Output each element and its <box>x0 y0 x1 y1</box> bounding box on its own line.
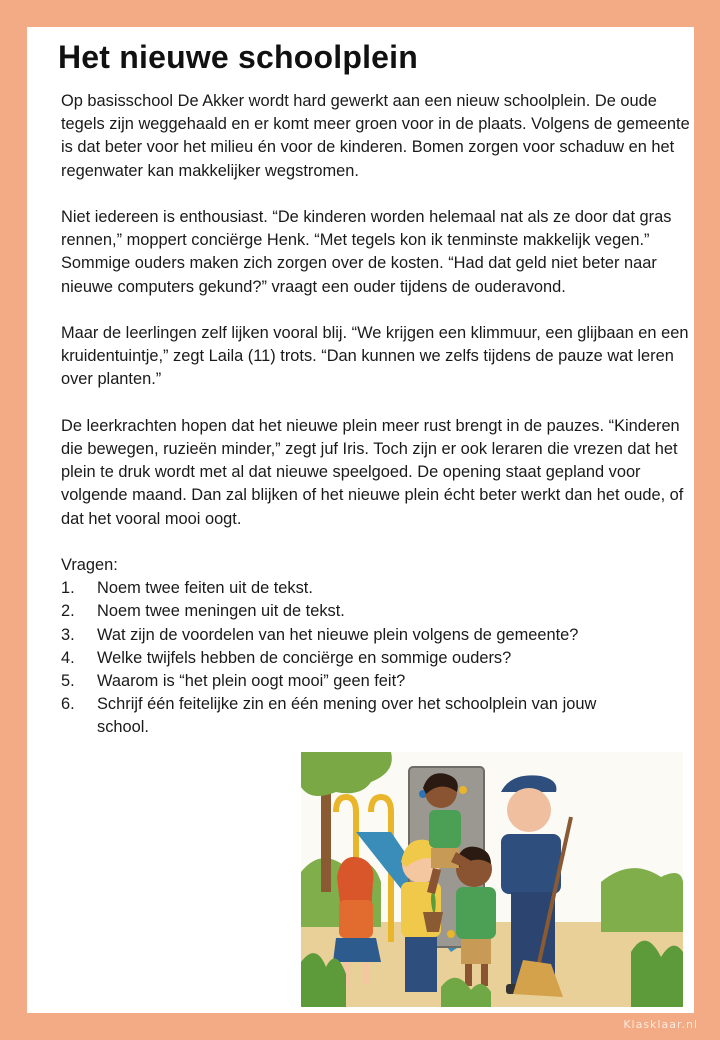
question-text: Noem twee meningen uit de tekst. <box>97 602 345 621</box>
question-number: 2. <box>61 602 75 621</box>
schoolyard-illustration <box>301 752 683 1007</box>
question-item <box>61 670 691 693</box>
page-title: Het nieuwe schoolplein <box>58 39 419 75</box>
paragraph: Op basisschool De Akker wordt hard gewerkt aan een nieuw schoolplein. De oude tegels zijn weggehaald en er komt meer groen voor in de plaats. Volgens de gemeente is dat beter voor het milieu én voor de kinderen. Bomen zorgen voor schaduw en het regenwater kan makkelijker wegstromen. <box>61 92 690 180</box>
question-number: 1. <box>61 579 75 598</box>
questions-heading: Vragen: <box>61 556 118 574</box>
question-item <box>61 600 691 623</box>
bush-right <box>601 868 683 932</box>
paragraph: Niet iedereen is enthousiast. “De kinderen worden helemaal nat als ze door dat gras rennen,” moppert conciërge Henk. “Met tegels kon ik tenminste makkelijk vegen.” Sommige ouders maken zich zorgen over de kosten. “Had dat geld niet beter naar nieuwe computers gekund?” vraagt een ouder tijdens de ouderavond. <box>61 208 672 296</box>
foreground-plant <box>631 941 683 1007</box>
article-body <box>61 90 691 740</box>
question-number: 6. <box>61 695 75 714</box>
climbing-hold <box>459 786 467 794</box>
question-number: 3. <box>61 625 75 644</box>
paragraph: Maar de leerlingen zelf lijken vooral blij. “We krijgen een klimmuur, een glijbaan en een kruidentuintje,” zegt Laila (11) trots. “Dan kunnen we zelfs tijdens de pauze wat leren over planten.” <box>61 324 689 389</box>
tree-trunk <box>321 792 331 892</box>
question-number: 5. <box>61 672 75 691</box>
questions-list <box>61 577 691 739</box>
paragraph: De leerkrachten hopen dat het nieuwe plein meer rust brengt in de pauzes. “Kinderen die bewegen, ruzieën minder,” zegt juf Iris. Toch zijn er ook leraren die vrezen dat het plein te druk wordt met al dat nieuwe speelgoed. De opening staat gepland voor volgende maand. Dan zal blijken of het nieuwe plein écht beter werkt dan het oude, of dat het vooral mooi oogt. <box>61 416 684 528</box>
brand-label: Klasklaar.nl <box>623 1018 698 1031</box>
question-item <box>61 624 691 647</box>
question-text: Welke twijfels hebben de conciërge en sommige ouders? <box>97 648 512 667</box>
question-item <box>61 577 691 600</box>
question-number: 4. <box>61 648 75 667</box>
question-text: Schrijf één feitelijke zin en één mening over het schoolplein van jouw school. <box>97 695 597 737</box>
question-text: Wat zijn de voordelen van het nieuwe plein volgens de gemeente? <box>97 625 579 644</box>
question-item <box>61 647 691 670</box>
worksheet-card <box>27 27 694 1013</box>
climbing-hold <box>447 930 455 938</box>
question-item <box>61 693 691 739</box>
question-text: Noem twee feiten uit de tekst. <box>97 579 313 598</box>
schoolyard-illustration-svg <box>301 752 683 1007</box>
question-text: Waarom is “het plein oogt mooi” geen feit? <box>97 672 406 691</box>
tree-crown <box>301 752 392 796</box>
